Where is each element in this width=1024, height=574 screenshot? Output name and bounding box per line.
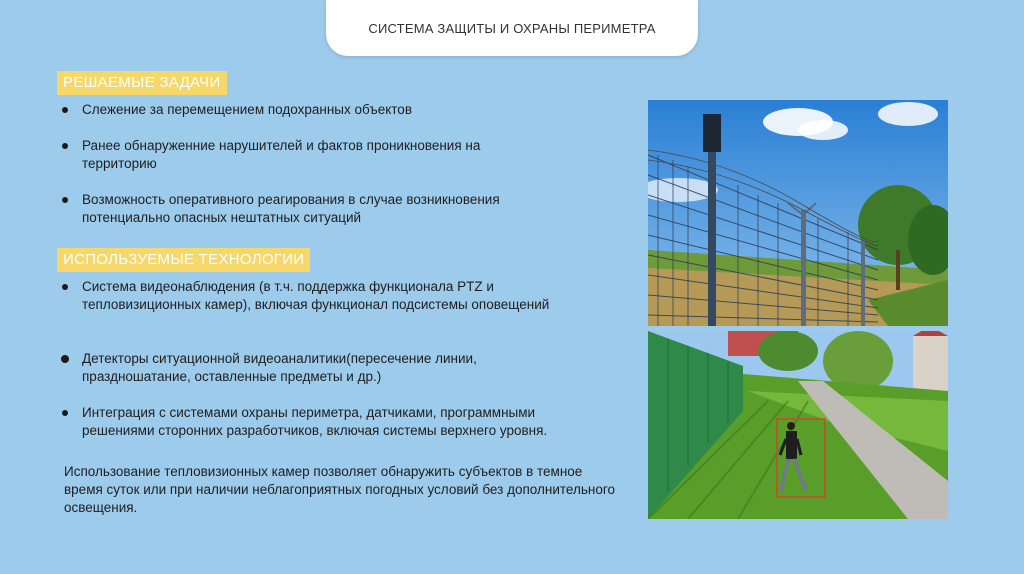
list-item-text: Слежение за перемещением подохранных объектов <box>82 102 412 117</box>
list-item-text: Интеграция с системами охраны периметра, датчиками, программными решениями сторонних разработчиков, включая системы верхнего уровня. <box>82 405 548 438</box>
page-title: СИСТЕМА ЗАЩИТЫ И ОХРАНЫ ПЕРИМЕТРА <box>368 20 656 36</box>
list-item <box>82 101 522 119</box>
bullet-icon <box>61 355 69 363</box>
intruder-photo-image <box>648 331 948 519</box>
list-item-text: Детекторы ситуационной видеоаналитики(пересечение линии, праздношатание, оставленные предметы и др.) <box>82 351 477 384</box>
intruder-photo <box>648 331 948 519</box>
bullet-icon <box>62 107 68 113</box>
thermal-camera-note: Использование тепловизионных камер позволяет обнаружить субъектов в темное время суток или при наличии неблагоприятных погодных условий без дополнительного освещения. <box>64 464 615 515</box>
fence-photo <box>648 100 948 326</box>
title-card <box>326 0 698 56</box>
list-item-text: Ранее обнаруженние нарушителей и фактов проникновения на территорию <box>82 138 481 171</box>
list-item <box>82 137 522 173</box>
section-heading-tasks: РЕШАЕМЫЕ ЗАДАЧИ <box>57 71 227 95</box>
bullet-icon <box>62 284 68 290</box>
bullet-icon <box>62 410 68 416</box>
list-item <box>82 191 572 227</box>
list-item <box>82 278 552 314</box>
list-item <box>82 350 552 386</box>
list-item-text: Система видеонаблюдения (в т.ч. поддержка функционала PTZ и тепловизиционных камер), включая функционал подсистемы оповещений <box>82 279 550 312</box>
bullet-icon <box>62 197 68 203</box>
list-item-text: Возможность оперативного реагирования в случае возникновения потенциально опасных нештатных ситуаций <box>82 192 500 225</box>
section-heading-technologies: ИСПОЛЬЗУЕМЫЕ ТЕХНОЛОГИИ <box>57 248 310 272</box>
list-item <box>82 404 552 440</box>
fence-photo-image <box>648 100 948 326</box>
bullet-icon <box>62 143 68 149</box>
